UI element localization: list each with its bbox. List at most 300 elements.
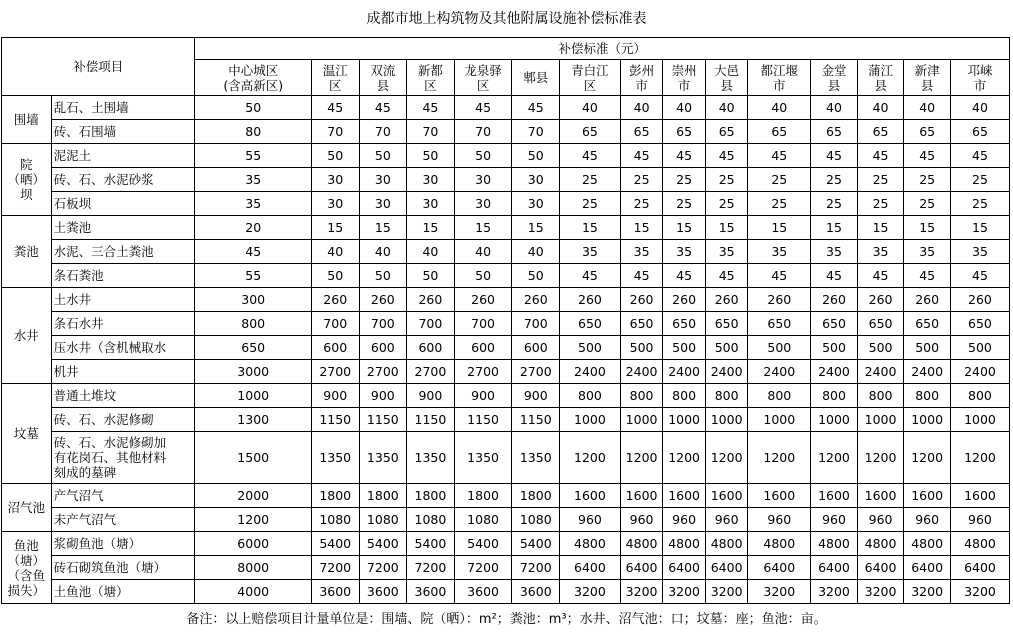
value-cell: 50 — [311, 144, 359, 168]
value-cell: 4800 — [663, 532, 706, 556]
value-cell: 25 — [811, 168, 858, 192]
value-cell: 700 — [407, 312, 455, 336]
value-cell: 50 — [454, 264, 512, 288]
value-cell: 3200 — [705, 580, 748, 604]
value-cell: 650 — [857, 312, 904, 336]
region-header-line: 青白江 — [571, 62, 609, 78]
item-line: 砖、石围墙 — [53, 124, 117, 139]
value-cell: 700 — [311, 312, 359, 336]
value-cell: 1200 — [705, 432, 748, 484]
table-row — [2, 508, 1010, 532]
category-line: 水井 — [13, 328, 39, 343]
value-cell: 15 — [663, 216, 706, 240]
value-cell: 50 — [512, 144, 560, 168]
value-cell: 45 — [663, 144, 706, 168]
category-line: 坟墓 — [13, 426, 39, 441]
value-cell: 65 — [950, 120, 1009, 144]
item-line: 产气沼气 — [53, 488, 104, 503]
item-cell — [51, 312, 195, 336]
value-cell: 40 — [512, 240, 560, 264]
value-cell: 2400 — [705, 360, 748, 384]
item-line: 水泥、三合土粪池 — [53, 244, 154, 259]
value-cell: 1600 — [950, 484, 1009, 508]
value-cell: 3200 — [811, 580, 858, 604]
value-cell: 650 — [811, 312, 858, 336]
item-line: 刻成的墓碑 — [53, 465, 117, 480]
region-header-5 — [512, 60, 560, 96]
value-cell: 260 — [620, 288, 663, 312]
item-cell — [51, 580, 195, 604]
category-cell — [2, 288, 52, 384]
value-cell: 5400 — [311, 532, 359, 556]
value-cell: 260 — [705, 288, 748, 312]
region-header-10 — [748, 60, 811, 96]
value-cell: 960 — [950, 508, 1009, 532]
value-cell: 3200 — [620, 580, 663, 604]
value-cell: 500 — [950, 336, 1009, 360]
value-cell: 800 — [620, 384, 663, 408]
value-cell: 1800 — [407, 484, 455, 508]
value-cell: 2400 — [950, 360, 1009, 384]
item-cell — [51, 508, 195, 532]
value-cell: 1800 — [512, 484, 560, 508]
value-cell: 1000 — [620, 408, 663, 432]
region-header-line: 新都 — [417, 62, 443, 78]
value-cell: 45 — [663, 264, 706, 288]
value-cell: 25 — [560, 168, 621, 192]
value-cell: 1000 — [195, 384, 311, 408]
value-cell: 900 — [407, 384, 455, 408]
value-cell: 900 — [359, 384, 407, 408]
value-cell: 15 — [811, 216, 858, 240]
value-cell: 960 — [705, 508, 748, 532]
value-cell: 40 — [359, 240, 407, 264]
value-cell: 900 — [311, 384, 359, 408]
item-line: 未产气沼气 — [53, 512, 117, 527]
value-cell: 4800 — [705, 532, 748, 556]
value-cell: 1200 — [620, 432, 663, 484]
category-cell — [2, 216, 52, 288]
value-cell: 45 — [811, 264, 858, 288]
category-line: 粪池 — [13, 244, 39, 259]
table-row — [2, 336, 1010, 360]
value-cell: 20 — [195, 216, 311, 240]
value-cell: 70 — [512, 120, 560, 144]
value-cell: 25 — [811, 192, 858, 216]
item-line: 泥泥土 — [53, 148, 92, 163]
value-cell: 650 — [950, 312, 1009, 336]
value-cell: 1600 — [748, 484, 811, 508]
value-cell: 65 — [811, 120, 858, 144]
value-cell: 260 — [904, 288, 951, 312]
value-cell: 15 — [512, 216, 560, 240]
value-cell: 15 — [904, 216, 951, 240]
region-header-line: 市 — [773, 77, 786, 93]
category-line: （塘） — [7, 552, 46, 568]
value-cell: 4800 — [904, 532, 951, 556]
value-cell: 80 — [195, 120, 311, 144]
item-cell — [51, 532, 195, 556]
value-cell: 25 — [857, 192, 904, 216]
value-cell: 65 — [904, 120, 951, 144]
value-cell: 1150 — [454, 408, 512, 432]
value-cell: 40 — [904, 96, 951, 120]
value-cell: 900 — [512, 384, 560, 408]
value-cell: 6400 — [950, 556, 1009, 580]
region-header-line: 双流 — [370, 62, 396, 78]
value-cell: 1200 — [195, 508, 311, 532]
value-cell: 650 — [560, 312, 621, 336]
value-cell: 2700 — [407, 360, 455, 384]
table-row — [2, 384, 1010, 408]
value-cell: 40 — [311, 240, 359, 264]
value-cell: 1800 — [311, 484, 359, 508]
value-cell: 45 — [560, 144, 621, 168]
value-cell: 35 — [950, 240, 1009, 264]
value-cell: 800 — [705, 384, 748, 408]
item-cell — [51, 216, 195, 240]
item-cell — [51, 96, 195, 120]
value-cell: 1600 — [705, 484, 748, 508]
value-cell: 4800 — [950, 532, 1009, 556]
value-cell: 500 — [705, 336, 748, 360]
region-header-0 — [195, 60, 311, 96]
value-cell: 45 — [620, 144, 663, 168]
region-header-line: 县 — [874, 77, 887, 93]
region-header-line: 蒲江 — [868, 62, 894, 78]
value-cell: 45 — [950, 144, 1009, 168]
value-cell: 260 — [748, 288, 811, 312]
value-cell: 300 — [195, 288, 311, 312]
value-cell: 50 — [407, 264, 455, 288]
value-cell: 800 — [748, 384, 811, 408]
table-body — [2, 38, 1010, 604]
value-cell: 7200 — [407, 556, 455, 580]
value-cell: 25 — [748, 192, 811, 216]
value-cell: 30 — [311, 192, 359, 216]
category-cell — [2, 532, 52, 604]
region-header-4 — [454, 60, 512, 96]
value-cell: 650 — [748, 312, 811, 336]
value-cell: 15 — [359, 216, 407, 240]
region-header-line: 邛崃 — [967, 62, 993, 78]
table-row — [2, 580, 1010, 604]
value-cell: 40 — [748, 96, 811, 120]
value-cell: 45 — [359, 96, 407, 120]
value-cell: 1600 — [663, 484, 706, 508]
value-cell: 500 — [904, 336, 951, 360]
value-cell: 260 — [811, 288, 858, 312]
value-cell: 960 — [857, 508, 904, 532]
value-cell: 1350 — [407, 432, 455, 484]
value-cell: 15 — [454, 216, 512, 240]
value-cell: 500 — [748, 336, 811, 360]
value-cell: 650 — [904, 312, 951, 336]
table-row — [2, 288, 1010, 312]
value-cell: 30 — [512, 192, 560, 216]
value-cell: 1000 — [811, 408, 858, 432]
value-cell: 260 — [512, 288, 560, 312]
value-cell: 3200 — [560, 580, 621, 604]
region-header-9 — [705, 60, 748, 96]
value-cell: 7200 — [512, 556, 560, 580]
value-cell: 45 — [950, 264, 1009, 288]
value-cell: 65 — [705, 120, 748, 144]
table-row — [2, 556, 1010, 580]
item-line: 砖、石、水泥修砌 — [53, 412, 154, 427]
value-cell: 45 — [904, 144, 951, 168]
item-line: 普通土堆坟 — [53, 388, 117, 403]
item-cell — [51, 240, 195, 264]
value-cell: 50 — [407, 144, 455, 168]
item-cell — [51, 288, 195, 312]
value-cell: 6400 — [857, 556, 904, 580]
region-header-6 — [560, 60, 621, 96]
value-cell: 35 — [857, 240, 904, 264]
value-cell: 3600 — [311, 580, 359, 604]
region-header-line: 县 — [720, 77, 733, 93]
value-cell: 800 — [950, 384, 1009, 408]
region-header-3 — [407, 60, 455, 96]
value-cell: 3200 — [748, 580, 811, 604]
value-cell: 1800 — [359, 484, 407, 508]
value-cell: 15 — [407, 216, 455, 240]
header-standard-cell: 补偿标准（元） — [195, 38, 1010, 60]
value-cell: 1000 — [950, 408, 1009, 432]
region-header-8 — [663, 60, 706, 96]
value-cell: 800 — [857, 384, 904, 408]
value-cell: 1600 — [560, 484, 621, 508]
value-cell: 2700 — [311, 360, 359, 384]
value-cell: 2700 — [454, 360, 512, 384]
value-cell: 70 — [454, 120, 512, 144]
value-cell: 55 — [195, 144, 311, 168]
region-header-14 — [950, 60, 1009, 96]
category-line: 沼气池 — [7, 500, 46, 515]
value-cell: 1600 — [620, 484, 663, 508]
item-cell — [51, 336, 195, 360]
value-cell: 960 — [811, 508, 858, 532]
item-cell — [51, 168, 195, 192]
value-cell: 40 — [560, 96, 621, 120]
value-cell: 1800 — [454, 484, 512, 508]
table-row — [2, 312, 1010, 336]
value-cell: 6400 — [904, 556, 951, 580]
value-cell: 4800 — [560, 532, 621, 556]
item-cell — [51, 120, 195, 144]
value-cell: 7200 — [311, 556, 359, 580]
value-cell: 2700 — [512, 360, 560, 384]
value-cell: 5400 — [407, 532, 455, 556]
value-cell: 25 — [620, 192, 663, 216]
value-cell: 2400 — [620, 360, 663, 384]
value-cell: 600 — [454, 336, 512, 360]
value-cell: 260 — [560, 288, 621, 312]
region-header-line: 新津 — [914, 62, 940, 78]
item-line: 砖、石、水泥修砌加 — [53, 435, 167, 450]
category-cell — [2, 96, 52, 144]
value-cell: 25 — [705, 192, 748, 216]
value-cell: 40 — [811, 96, 858, 120]
item-cell — [51, 144, 195, 168]
value-cell: 500 — [857, 336, 904, 360]
region-header-line: 区 — [583, 77, 597, 93]
value-cell: 15 — [620, 216, 663, 240]
value-cell: 8000 — [195, 556, 311, 580]
value-cell: 35 — [904, 240, 951, 264]
value-cell: 3600 — [407, 580, 455, 604]
value-cell: 650 — [620, 312, 663, 336]
value-cell: 650 — [663, 312, 706, 336]
value-cell: 45 — [857, 264, 904, 288]
value-cell: 960 — [620, 508, 663, 532]
table-row — [2, 216, 1010, 240]
item-line: 土粪池 — [53, 220, 92, 235]
value-cell: 800 — [195, 312, 311, 336]
value-cell: 1500 — [195, 432, 311, 484]
value-cell: 1150 — [512, 408, 560, 432]
value-cell: 500 — [811, 336, 858, 360]
value-cell: 800 — [904, 384, 951, 408]
value-cell: 800 — [560, 384, 621, 408]
region-header-line: 都江堰 — [760, 62, 799, 78]
value-cell: 800 — [663, 384, 706, 408]
region-header-1 — [311, 60, 359, 96]
value-cell: 600 — [311, 336, 359, 360]
value-cell: 6400 — [811, 556, 858, 580]
value-cell: 5400 — [454, 532, 512, 556]
value-cell: 25 — [904, 192, 951, 216]
value-cell: 70 — [359, 120, 407, 144]
table-row — [2, 484, 1010, 508]
value-cell: 650 — [705, 312, 748, 336]
value-cell: 1600 — [811, 484, 858, 508]
value-cell: 50 — [359, 144, 407, 168]
value-cell: 25 — [950, 192, 1009, 216]
region-header-11 — [811, 60, 858, 96]
value-cell: 2700 — [359, 360, 407, 384]
category-line: 损失） — [7, 582, 46, 598]
value-cell: 4000 — [195, 580, 311, 604]
value-cell: 3200 — [663, 580, 706, 604]
value-cell: 1080 — [359, 508, 407, 532]
value-cell: 600 — [407, 336, 455, 360]
table-row — [2, 432, 1010, 484]
value-cell: 7200 — [454, 556, 512, 580]
header-item-cell: 补偿项目 — [2, 38, 195, 96]
value-cell: 45 — [512, 96, 560, 120]
value-cell: 1600 — [904, 484, 951, 508]
value-cell: 50 — [454, 144, 512, 168]
table-row — [2, 168, 1010, 192]
value-cell: 30 — [454, 168, 512, 192]
table-row — [2, 192, 1010, 216]
table-row — [2, 264, 1010, 288]
value-cell: 35 — [560, 240, 621, 264]
value-cell: 4800 — [857, 532, 904, 556]
value-cell: 35 — [195, 168, 311, 192]
value-cell: 2400 — [663, 360, 706, 384]
item-cell — [51, 360, 195, 384]
category-cell — [2, 384, 52, 484]
value-cell: 45 — [748, 264, 811, 288]
value-cell: 70 — [311, 120, 359, 144]
value-cell: 960 — [904, 508, 951, 532]
value-cell: 35 — [811, 240, 858, 264]
region-header-line: 县 — [920, 77, 934, 93]
region-header-12 — [857, 60, 904, 96]
region-header-line: 市 — [635, 77, 648, 93]
region-header-line: 温江 — [322, 62, 348, 78]
value-cell: 5400 — [359, 532, 407, 556]
value-cell: 260 — [454, 288, 512, 312]
value-cell: 40 — [950, 96, 1009, 120]
value-cell: 35 — [748, 240, 811, 264]
value-cell: 45 — [705, 144, 748, 168]
item-cell — [51, 192, 195, 216]
item-line: 压水井（含机械取水 — [53, 340, 167, 355]
region-header-line: 市 — [973, 77, 987, 93]
value-cell: 2400 — [904, 360, 951, 384]
value-cell: 3200 — [950, 580, 1009, 604]
value-cell: 960 — [748, 508, 811, 532]
value-cell: 1200 — [811, 432, 858, 484]
region-header-line: 市 — [677, 77, 691, 93]
region-header-line: 崇州 — [671, 62, 697, 78]
value-cell: 25 — [560, 192, 621, 216]
item-line: 土鱼池（塘） — [53, 584, 129, 599]
value-cell: 6400 — [663, 556, 706, 580]
region-header-line: 郫县 — [523, 70, 549, 85]
value-cell: 65 — [748, 120, 811, 144]
value-cell: 50 — [359, 264, 407, 288]
value-cell: 6400 — [748, 556, 811, 580]
region-header-line: 龙泉驿 — [464, 62, 502, 78]
item-cell — [51, 264, 195, 288]
item-line: 砖石砌筑鱼池（塘） — [53, 560, 167, 575]
category-line: （含鱼 — [7, 567, 46, 583]
value-cell: 15 — [857, 216, 904, 240]
item-line: 砖、石、水泥砂浆 — [53, 172, 154, 187]
value-cell: 30 — [512, 168, 560, 192]
region-header-line: 区 — [476, 77, 490, 93]
region-header-line: 大邑 — [714, 62, 740, 78]
region-header-line: 彭州 — [629, 62, 655, 78]
value-cell: 1600 — [857, 484, 904, 508]
value-cell: 1000 — [560, 408, 621, 432]
item-line: 机井 — [53, 364, 79, 379]
item-cell — [51, 408, 195, 432]
value-cell: 40 — [407, 240, 455, 264]
table-title: 成都市地上构筑物及其他附属设施补偿标准表 — [366, 11, 647, 27]
value-cell: 2400 — [811, 360, 858, 384]
value-cell: 15 — [950, 216, 1009, 240]
value-cell: 700 — [512, 312, 560, 336]
value-cell: 6400 — [705, 556, 748, 580]
value-cell: 45 — [620, 264, 663, 288]
value-cell: 1080 — [311, 508, 359, 532]
category-cell — [2, 144, 52, 216]
value-cell: 30 — [359, 168, 407, 192]
category-line: 院 — [20, 157, 33, 172]
value-cell: 4800 — [811, 532, 858, 556]
value-cell: 1000 — [663, 408, 706, 432]
item-line: 浆砌鱼池（塘） — [53, 536, 142, 551]
value-cell: 45 — [811, 144, 858, 168]
value-cell: 50 — [195, 96, 311, 120]
value-cell: 600 — [512, 336, 560, 360]
value-cell: 260 — [663, 288, 706, 312]
